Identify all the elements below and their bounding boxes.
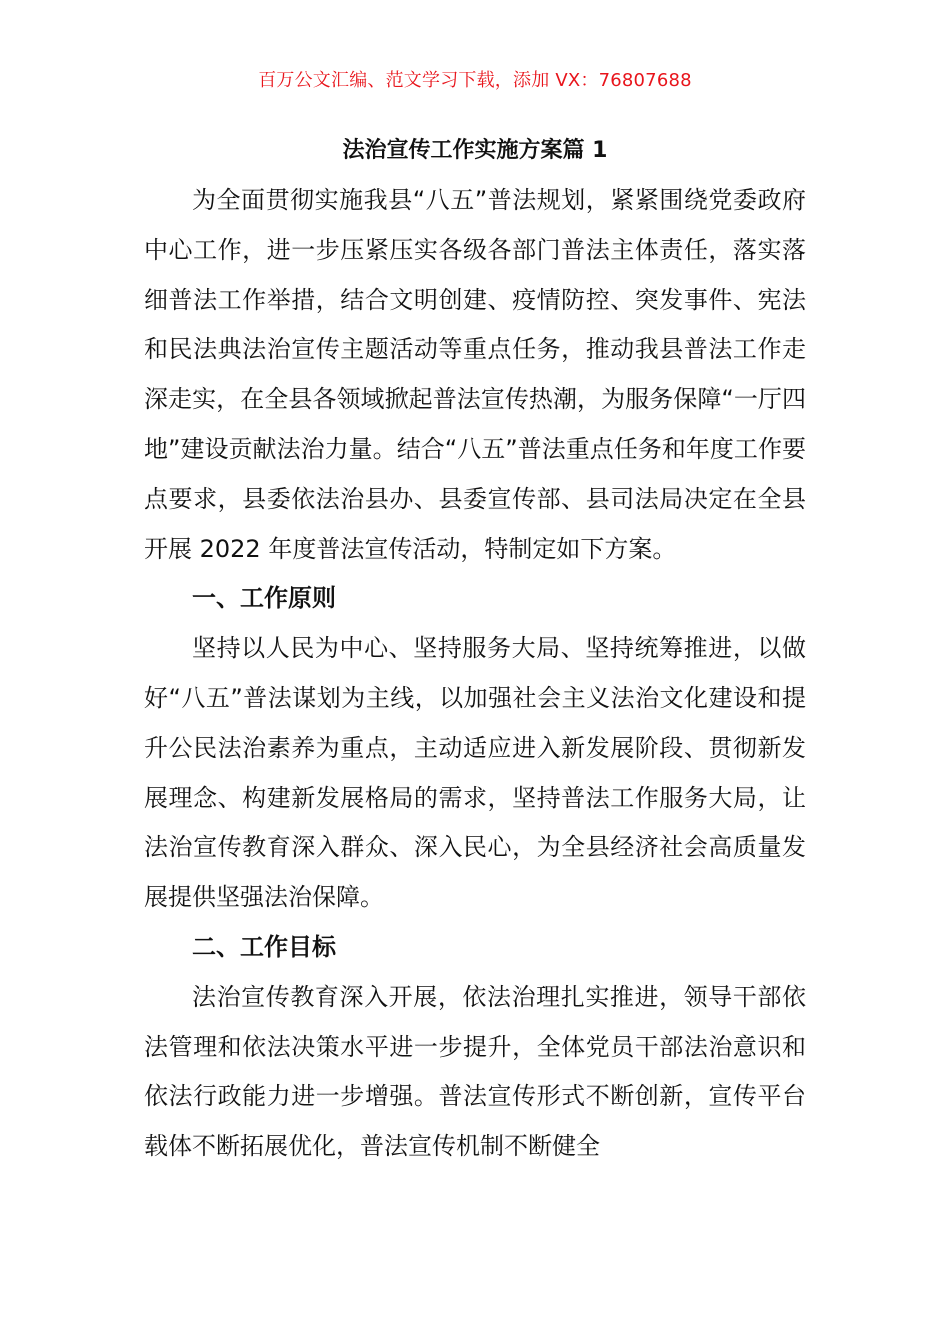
section-heading-goals: 二、工作目标 [192,932,336,961]
watermark-header: 百万公文汇编、范文学习下载，添加 VX：76807688 [258,70,692,91]
section-heading-principles: 一、工作原则 [192,584,336,613]
section-paragraph-principles: 坚持以人民为中心、坚持服务大局、坚持统筹推进，以做好“八五”普法谋划为主线，以加强社会主义法治文化建设和提升公民法治素养为重点，主动适应进入新发展阶段、贯彻新发展理念、构建新发展格局的需求，坚持普法工作服务大局，让法治宣传教育深入群众、深入民心，为全县经济社会高质量发展提供坚强法治保障。 [144,634,806,912]
document-title: 法治宣传工作实施方案篇 1 [342,138,608,163]
intro-paragraph: 为全面贯彻实施我县“八五”普法规划，紧紧围绕党委政府中心工作，进一步压紧压实各级各部门普法主体责任，落实落细普法工作举措，结合文明创建、疫情防控、突发事件、宪法和民法典法治宣传主题活动等重点任务，推动我县普法工作走深走实，在全县各领域掀起普法宣传热潮，为服务保障“一厅四地”建设贡献法治力量。结合“八五”普法重点任务和年度工作要点要求，县委依法治县办、县委宣传部、县司法局决定在全县开展 2022 年度普法宣传活动，特制定如下方案。 [144,186,806,563]
section-paragraph-goals: 法治宣传教育深入开展，依法治理扎实推进，领导干部依法管理和依法决策水平进一步提升，全体党员干部法治意识和依法行政能力进一步增强。普法宣传形式不断创新，宣传平台载体不断拓展优化，普法宣传机制不断健全 [144,982,806,1161]
document-body [144,176,806,1172]
